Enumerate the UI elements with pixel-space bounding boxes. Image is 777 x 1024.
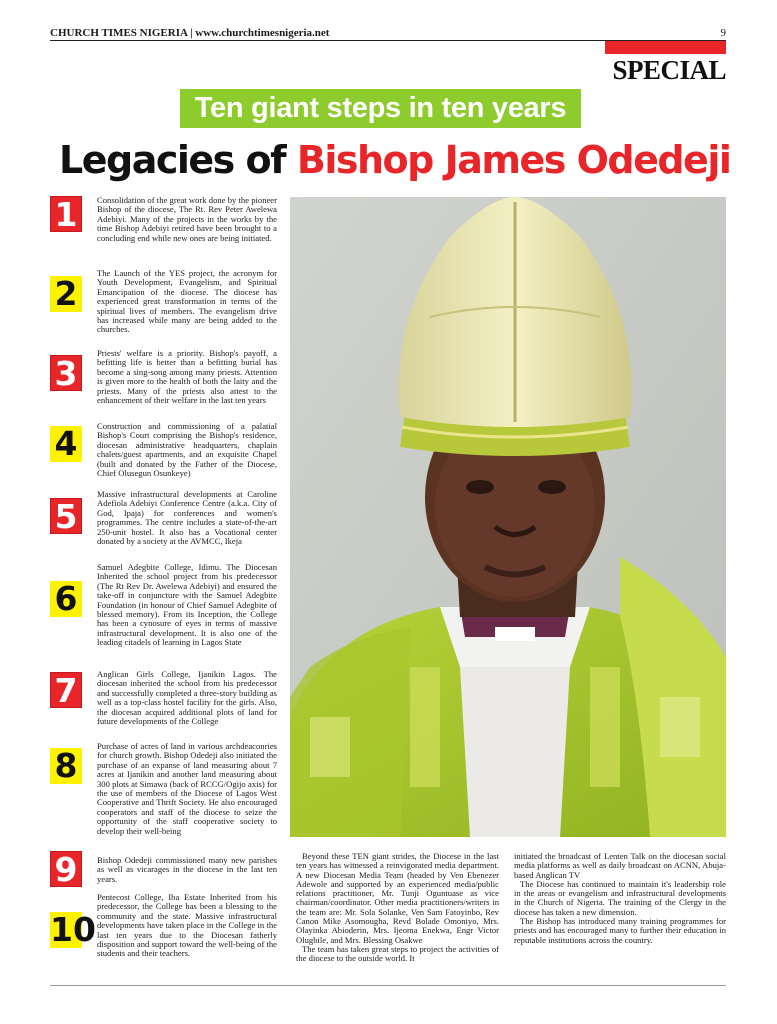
step-text: Priests' welfare is a priority. Bishop's payoff, a befitting life is better than a befitting burial has become a sing-song among many priests. Attention is given more to the health of both the laity and the priests. Many of the priests also attest to the enhancement of their welfare in the last ten years xyxy=(97,348,277,406)
step-number-badge: 3 xyxy=(50,355,82,391)
body-paragraph: Beyond these TEN giant strides, the Diocese in the last ten years has witnessed a reinvigorated media department. A new Diocesan Media Team (headed by Ven Ebenezer Adewole and supported by an experienced media/public relations practitioner, Mr. Tunji Oguntuase as vice chairman/coordinator. Other media practitioners/writers in the team are: Mr. Sola Solanke, Ven Sam Fatoyinbo, Rev Canon Mike Asomougha, Revd Bolade Omoniyo, Mrs. Olayinka Abioderin, Mrs. Ijeoma Enekwa, Engr Victor Olugbile, and Mrs. Blessing Osakwe xyxy=(296,851,499,945)
bishop-photo xyxy=(290,197,726,837)
masthead xyxy=(50,27,726,41)
step-text: Purchase of acres of land in various archdeaconries for church growth. Bishop Odedeji also initiated the purchase of an expanse of land measuring about 7 acres at Ijanikin and another land measuring about 300 plots at Simawa (back of RCCG/Ogijo axis) for the use of members of the Diocese of Lagos West Cooperative and Thrift Society. He also encouraged cooperators and staff of the diocese to seize the opportunity of the staff cooperative society to develop their well-being xyxy=(97,741,277,836)
step-number-badge: 2 xyxy=(50,276,82,312)
footer-rule xyxy=(50,985,726,986)
step-text: Pentecost College, Iba Estate Inherited from his predecessor, the College has been a blessing to the community and the state. Massive infrastructural developments have taken place in the College in the last ten years due to the Diocesan fatherly disposition and support toward the well-being of the students and their teachers. xyxy=(97,892,277,959)
step-text: Construction and commissioning of a palatial Bishop's Court comprising the Bishop's residence, diocesan administrative headquarters, chaplain chalets/guest apartments, and an exquisite Chapel (built and donated by the Father of the Diocese, Chief Olusegun Osunkeye) xyxy=(97,421,277,479)
step-text: Bishop Odedeji commissioned many new parishes as well as vicarages in the diocese in the last ten years. xyxy=(97,855,277,884)
step-number-badge: 8 xyxy=(50,748,82,784)
page-number: 9 xyxy=(720,27,726,39)
body-paragraph: The team has taken great steps to project the activities of the diocese to the outside world. It xyxy=(296,943,499,964)
step-text: Samuel Adegbite College, Idimu. The Diocesan Inherited the school project from his predecessor (The Rt Rev Dr. Awelewa Adebiyi) and ensured the take-off in conjuncture with the Samuel Adegbite Foundation (in honour of Chief Samuel Adegbite of blessed memory). From its Inception, the College has been a cynosure of eyes in terms of massive infrastructural development. It is also one of the leading citadels of learning in Lagos State xyxy=(97,562,277,648)
publication-name: CHURCH TIMES NIGERIA | www.churchtimesnigeria.net xyxy=(50,27,330,39)
step-number-badge: 9 xyxy=(50,851,82,887)
step-number-badge: 5 xyxy=(50,498,82,534)
body-paragraph: The Bishop has introduced many training programmes for priests and has encouraged many to further their education in reputable institutions across the country. xyxy=(514,916,726,945)
headline-part-2: Bishop James Odedeji xyxy=(296,138,731,182)
headline-part-1: Legacies of xyxy=(59,138,297,182)
body-column-2 xyxy=(514,852,726,945)
step-number-badge: 10 xyxy=(50,910,96,949)
step-number-badge: 1 xyxy=(50,196,82,232)
section-label: SPECIAL xyxy=(612,55,726,85)
kicker-banner: Ten giant steps in ten years xyxy=(180,89,581,128)
step-text: Consolidation of the great work done by the pioneer Bishop of the diocese, The Rt. Rev Peter Awelewa Adebiyi. Many of the projects in the works by the time Bishop Adebiyi retired have been brought to a concluding end while new ones are being initiated. xyxy=(97,195,277,243)
step-text: Massive infrastructural developments at Caroline Adefiola Adebiyi Conference Centre (a.k.a. City of God, Ipaja) for conferences and women's programmes. The centre includes a state-of-the-art 250-unit hostel. It also has a Vocational center donated by a society at the AVMCC, Ikeja xyxy=(97,489,277,547)
body-column-1 xyxy=(296,852,499,964)
step-number-badge: 7 xyxy=(50,672,82,708)
headline xyxy=(59,134,729,186)
step-number-badge: 6 xyxy=(50,581,82,617)
body-paragraph: initiated the broadcast of Lenten Talk on the diocesan social media platforms as well as daily broadcast on ACNN, Abuja-based Anglican TV xyxy=(514,851,726,880)
step-text: The Launch of the YES project, the acronym for Youth Development, Evangelism, and Spiritual Emancipation of the diocese. The diocese has experienced great transformation in terms of the spiritual lives of members. The evangelism drive has increased while many are being added to the churches. xyxy=(97,268,277,335)
step-number-badge: 4 xyxy=(50,426,82,462)
body-paragraph: The Diocese has continued to maintain it's leadership role in the areas or evangelism and infrastructural developments in the Church of Nigeria. The training of the Clergy in the diocese has taken a new dimension. xyxy=(514,878,726,917)
step-text: Anglican Girls College, Ijanikin Lagos. The diocesan inherited the school from his predecessor and successfully completed a three-story building as well as a top-class hostel facility for the girls. Also, the diocesan acquired additional plots of land for future developments of the College xyxy=(97,669,277,727)
section-color-bar xyxy=(605,41,726,54)
